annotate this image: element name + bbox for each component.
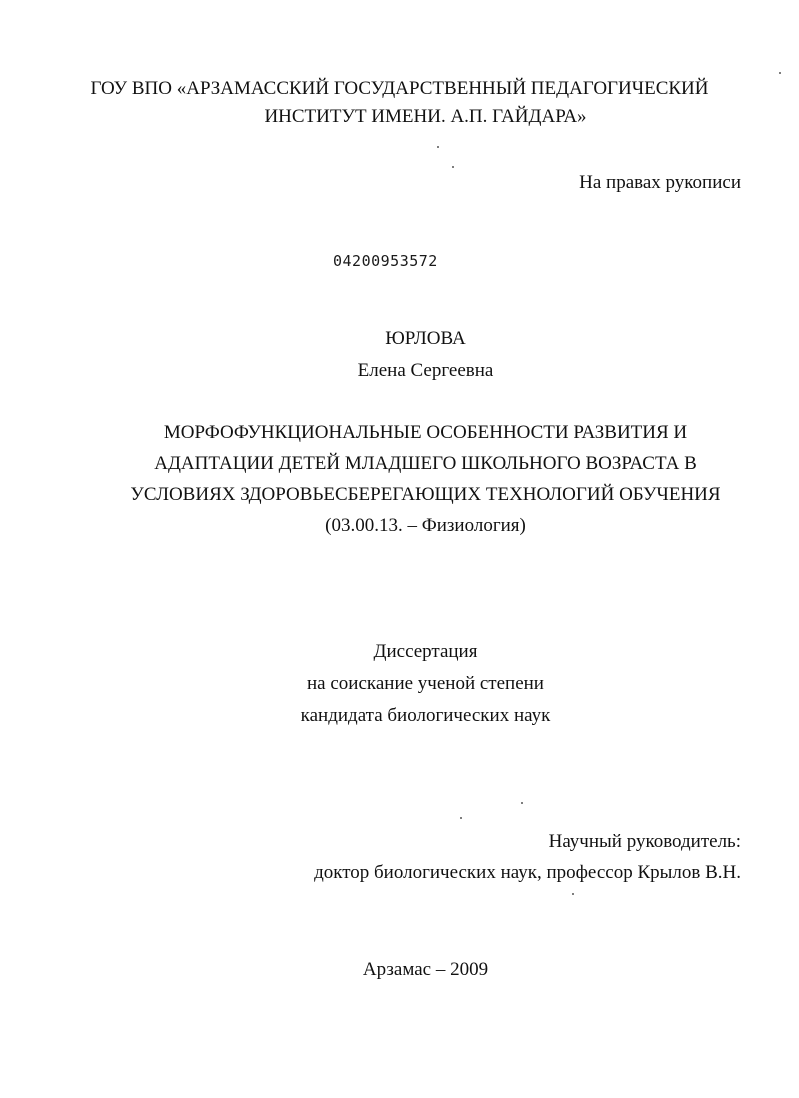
degree-line-2: на соискание ученой степени xyxy=(307,673,544,694)
title-line-2: АДАПТАЦИИ ДЕТЕЙ МЛАДШЕГО ШКОЛЬНОГО ВОЗРАСТА В xyxy=(154,453,697,474)
title-line-1: МОРФОФУНКЦИОНАЛЬНЫЕ ОСОБЕННОСТИ РАЗВИТИЯ И xyxy=(163,422,688,443)
scan-speck xyxy=(521,802,523,804)
title-line-3: УСЛОВИЯХ ЗДОРОВЬЕСБЕРЕГАЮЩИХ ТЕХНОЛОГИЙ ОБУЧЕНИЯ xyxy=(130,484,721,505)
institution-line-1: ГОУ ВПО «АРЗАМАССКИЙ ГОСУДАРСТВЕННЫЙ ПЕДАГОГИЧЕСКИЙ xyxy=(90,78,709,99)
degree-line-3: кандидата биологических наук xyxy=(300,705,551,726)
scan-speck xyxy=(437,146,439,148)
scan-speck xyxy=(572,893,574,895)
institution-line-2: ИНСТИТУТ ИМЕНИ. А.П. ГАЙДАРА» xyxy=(264,106,587,127)
author-surname: ЮРЛОВА xyxy=(385,328,466,349)
scan-speck xyxy=(452,166,454,168)
scan-speck xyxy=(460,817,462,819)
scan-speck xyxy=(779,72,781,74)
degree-line-1: Диссертация xyxy=(373,641,478,662)
author-given-names: Елена Сергеевна xyxy=(357,360,494,381)
supervisor-name: доктор биологических наук, профессор Крылов В.Н. xyxy=(314,862,741,883)
manuscript-note: На правах рукописи xyxy=(579,172,741,193)
place-year: Арзамас – 2009 xyxy=(362,959,489,980)
supervisor-label: Научный руководитель: xyxy=(548,831,741,852)
title-specialty: (03.00.13. – Физиология) xyxy=(325,515,526,536)
registration-number: 04200953572 xyxy=(333,252,438,270)
